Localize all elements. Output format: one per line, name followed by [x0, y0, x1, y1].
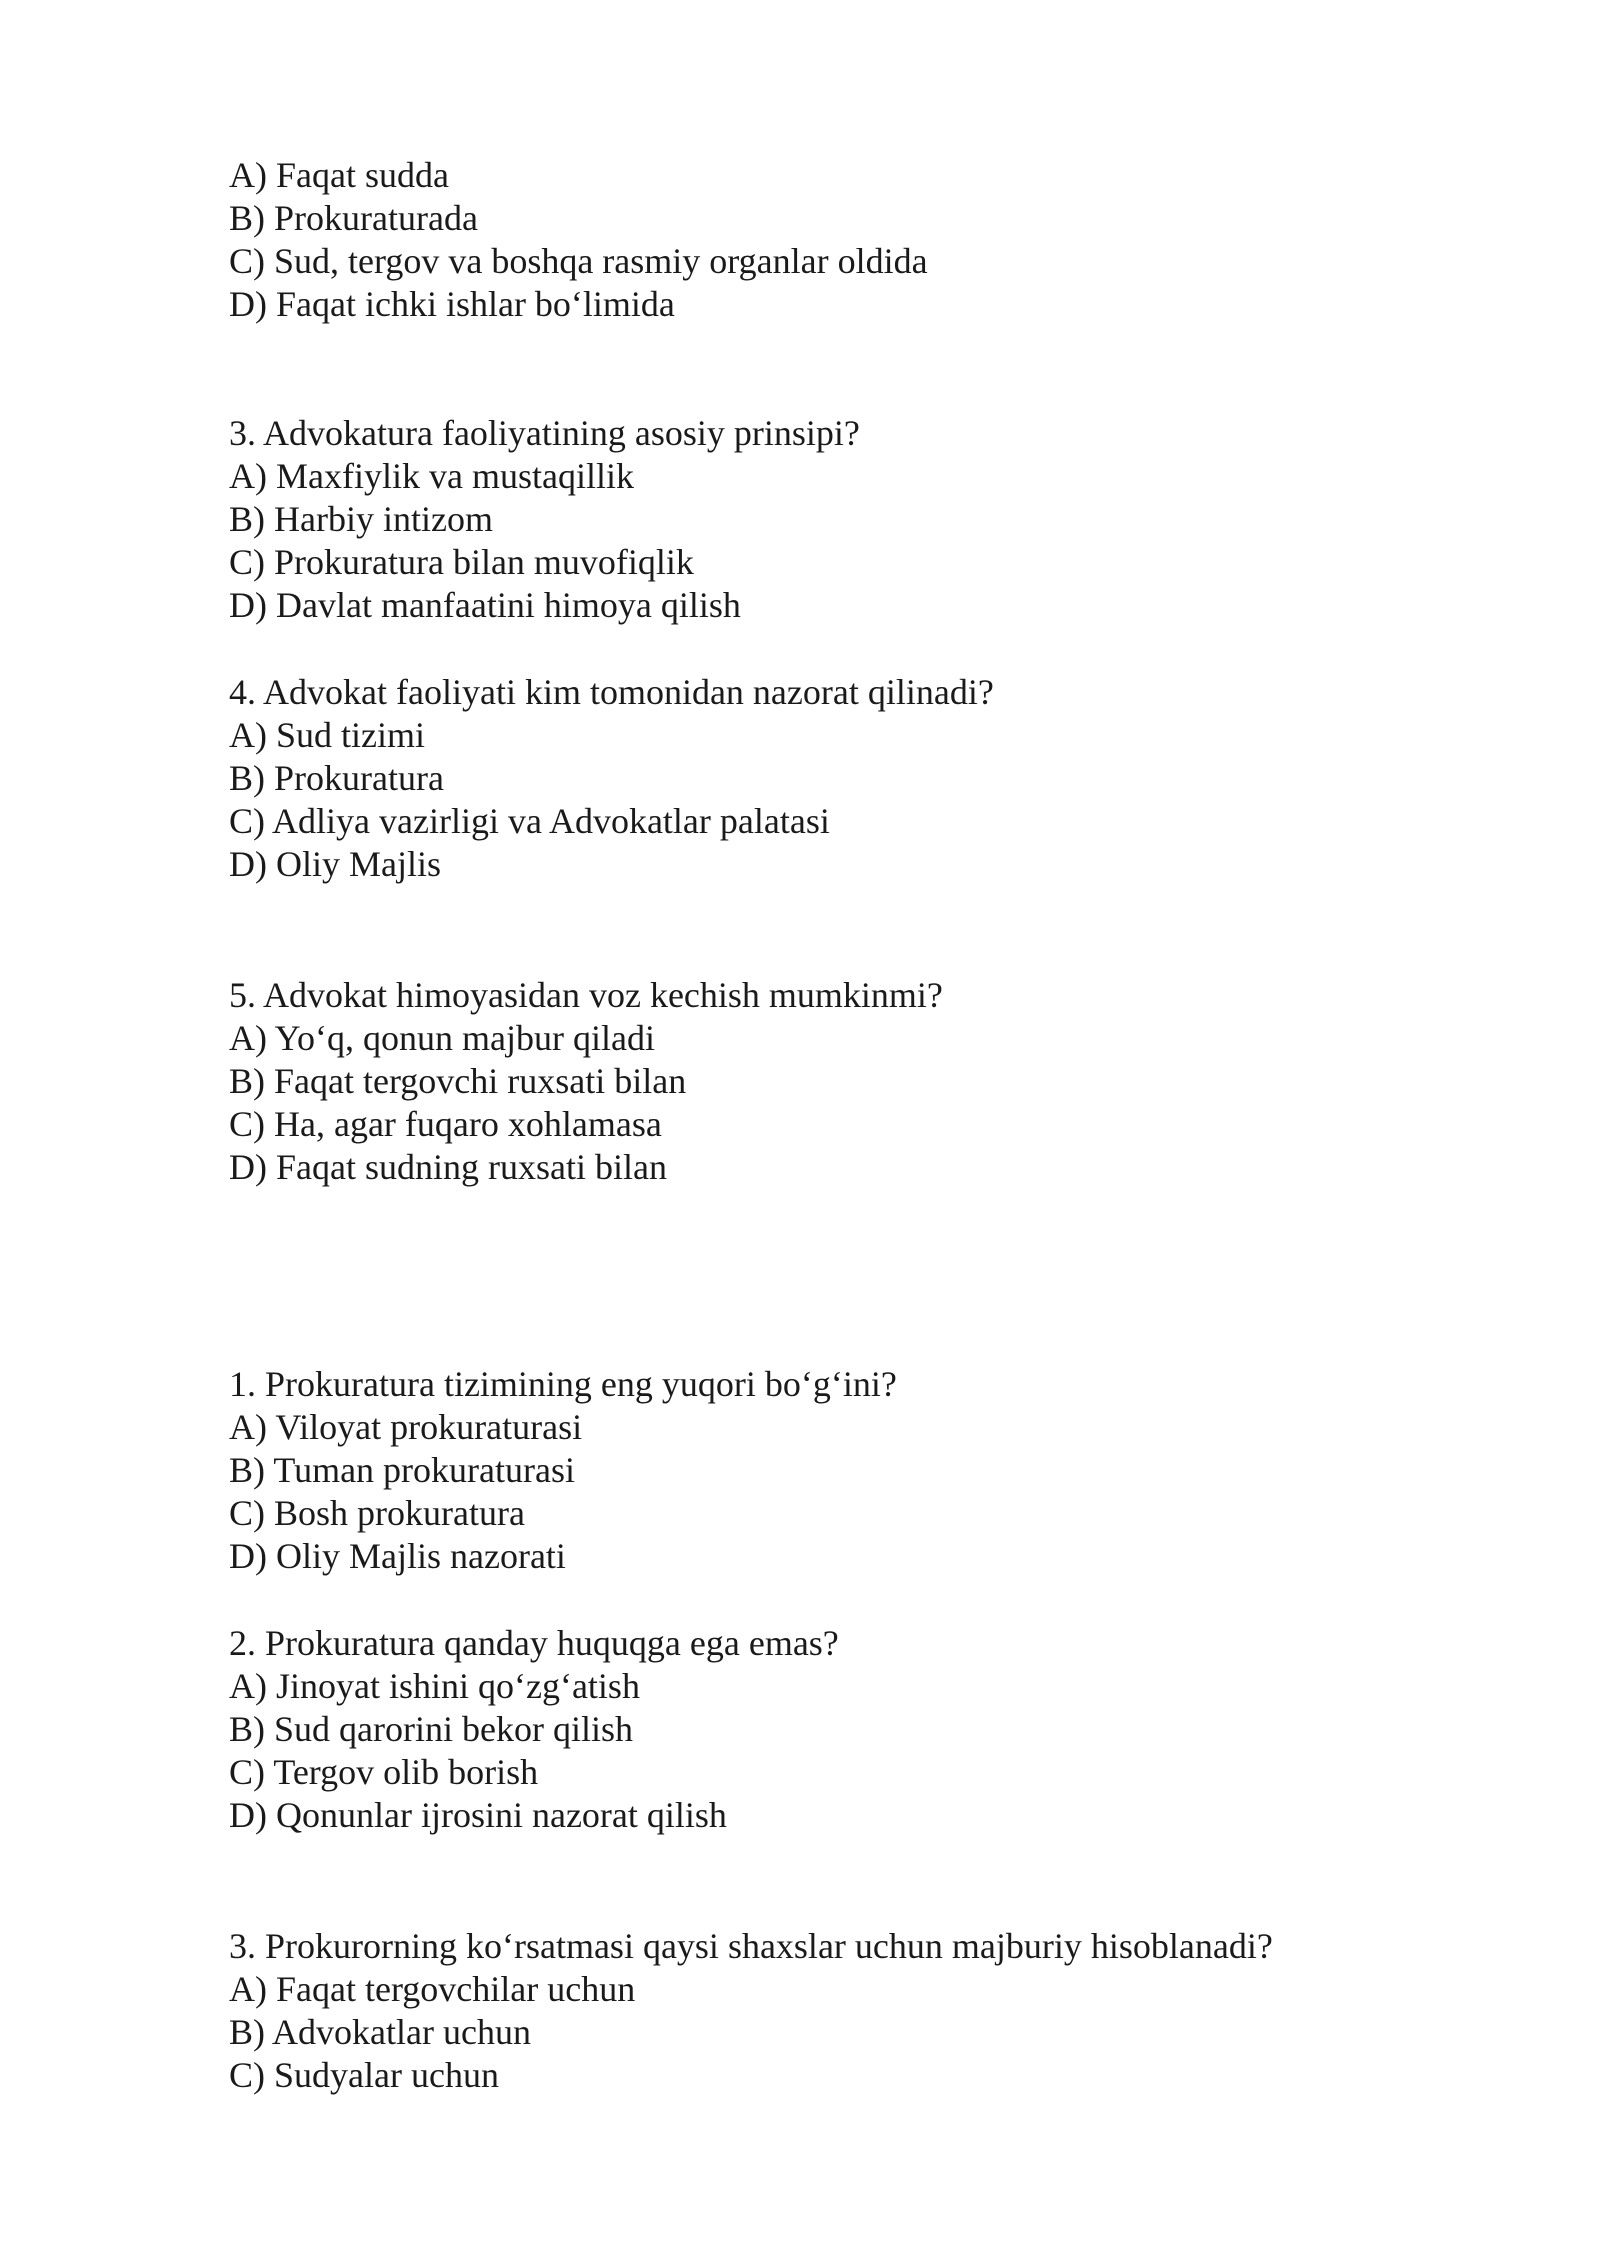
answer-option: C) Adliya vazirligi va Advokatlar palatasi — [229, 801, 830, 841]
answer-option: D) Oliy Majlis nazorati — [229, 1536, 566, 1576]
question-text: 2. Prokuratura qanday huquqga ega emas? — [229, 1623, 839, 1663]
question-text: 5. Advokat himoyasidan voz kechish mumkinmi? — [229, 975, 943, 1015]
answer-option: B) Prokuraturada — [229, 198, 478, 238]
answer-option: D) Faqat sudning ruxsati bilan — [229, 1147, 667, 1187]
question-text: 3. Prokurorning ko‘rsatmasi qaysi shaxslar uchun majburiy hisoblanadi? — [229, 1926, 1273, 1966]
answer-option: C) Bosh prokuratura — [229, 1493, 525, 1533]
question-text: 1. Prokuratura tizimining eng yuqori bo‘g‘ini? — [229, 1364, 897, 1404]
answer-option: A) Maxfiylik va mustaqillik — [229, 456, 634, 496]
answer-option: D) Faqat ichki ishlar bo‘limida — [229, 284, 675, 324]
answer-option: B) Sud qarorini bekor qilish — [229, 1709, 633, 1749]
answer-option: A) Sud tizimi — [229, 715, 425, 755]
answer-option: A) Yo‘q, qonun majbur qiladi — [229, 1018, 655, 1058]
answer-option: B) Harbiy intizom — [229, 499, 493, 539]
answer-option: C) Sudyalar uchun — [229, 2055, 499, 2095]
question-text: 3. Advokatura faoliyatining asosiy prinsipi? — [229, 413, 860, 453]
question-text: 4. Advokat faoliyati kim tomonidan nazorat qilinadi? — [229, 672, 994, 712]
answer-option: B) Tuman prokuraturasi — [229, 1450, 575, 1490]
answer-option: D) Oliy Majlis — [229, 844, 441, 884]
answer-option: C) Ha, agar fuqaro xohlamasa — [229, 1104, 662, 1144]
answer-option: A) Faqat sudda — [229, 155, 449, 195]
answer-option: A) Viloyat prokuraturasi — [229, 1407, 583, 1447]
answer-option: C) Sud, tergov va boshqa rasmiy organlar oldida — [229, 241, 928, 281]
answer-option: B) Prokuratura — [229, 758, 444, 798]
answer-option: B) Advokatlar uchun — [229, 2012, 531, 2052]
answer-option: C) Prokuratura bilan muvofiqlik — [229, 542, 694, 582]
answer-option: C) Tergov olib borish — [229, 1752, 539, 1792]
answer-option: B) Faqat tergovchi ruxsati bilan — [229, 1061, 687, 1101]
answer-option: A) Faqat tergovchilar uchun — [229, 1969, 636, 2009]
answer-option: D) Qonunlar ijrosini nazorat qilish — [229, 1795, 727, 1835]
answer-option: D) Davlat manfaatini himoya qilish — [229, 585, 741, 625]
answer-option: A) Jinoyat ishini qo‘zg‘atish — [229, 1666, 640, 1706]
